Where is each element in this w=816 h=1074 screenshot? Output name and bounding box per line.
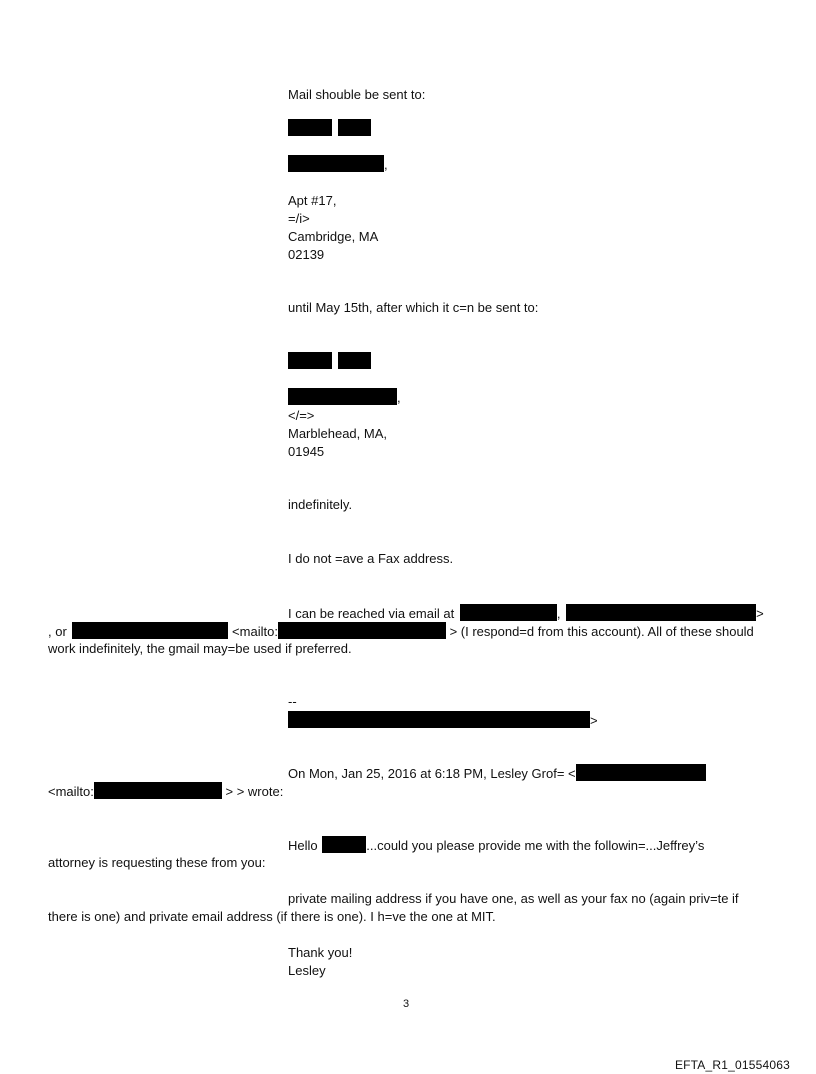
document-id-footer: EFTA_R1_01554063 [674,1058,790,1072]
redaction-block [460,604,557,621]
address1-city: Cambridge, MA [288,229,379,244]
redacted-street-2: , [288,388,401,407]
indefinitely-line: indefinitely. [288,497,353,512]
redaction-block [322,836,366,853]
redaction-block [278,622,446,639]
reach-line-2: , or <mailto: > (I respond=d from this account). All of these should [48,624,754,639]
quote-private-line-2: there is one) and private email address (if there is one). I h=ve the one at MIT. [48,909,496,924]
quote-thanks: Thank you! [288,945,353,960]
quote-signoff-name: Lesley [288,963,326,978]
address1-apt: Apt #17, [288,193,337,208]
address2-zip: 01945 [288,444,325,459]
redaction-block [288,352,332,369]
until-line: until May 15th, after which it c=n be sent to: [288,300,539,315]
quote-private-line-1: private mailing address if you have one, as well as your fax no (again priv=te if [288,891,739,906]
address1-zip: 02139 [288,247,325,262]
redacted-name-1 [288,119,371,138]
redaction-block [288,119,332,136]
redaction-block [72,622,228,639]
quote-hello-line: Hello ...could you please provide me with the followin=...Jeffrey’s [288,838,705,853]
redaction-block [288,388,397,405]
redacted-name-2 [288,352,371,371]
address1-artifact: =/i> [288,211,310,226]
quote-attorney-line: attorney is requesting these from you: [48,855,266,870]
redaction-block [566,604,756,621]
redaction-block [288,155,384,172]
address2-artifact: </=> [288,408,315,423]
signature-dashes: -- [288,694,297,709]
fax-line: I do not =ave a Fax address. [288,551,454,566]
signature-line: > [288,711,598,730]
redaction-block [338,119,371,136]
redaction-block [94,782,222,799]
redaction-block [288,711,590,728]
quote-header-2: <mailto: > > wrote: [48,784,284,799]
intro-line: Mail shouble be sent to: [288,87,426,102]
redaction-block [576,764,706,781]
redacted-street-1: , [288,155,388,174]
reach-line-1: I can be reached via email at , > [288,606,764,621]
reach-line-3: work indefinitely, the gmail may=be used if preferred. [48,641,352,656]
quote-header-1: On Mon, Jan 25, 2016 at 6:18 PM, Lesley Grof= < [288,764,706,783]
page-number: 3 [403,998,410,1010]
redaction-block [338,352,371,369]
address2-city: Marblehead, MA, [288,426,387,441]
